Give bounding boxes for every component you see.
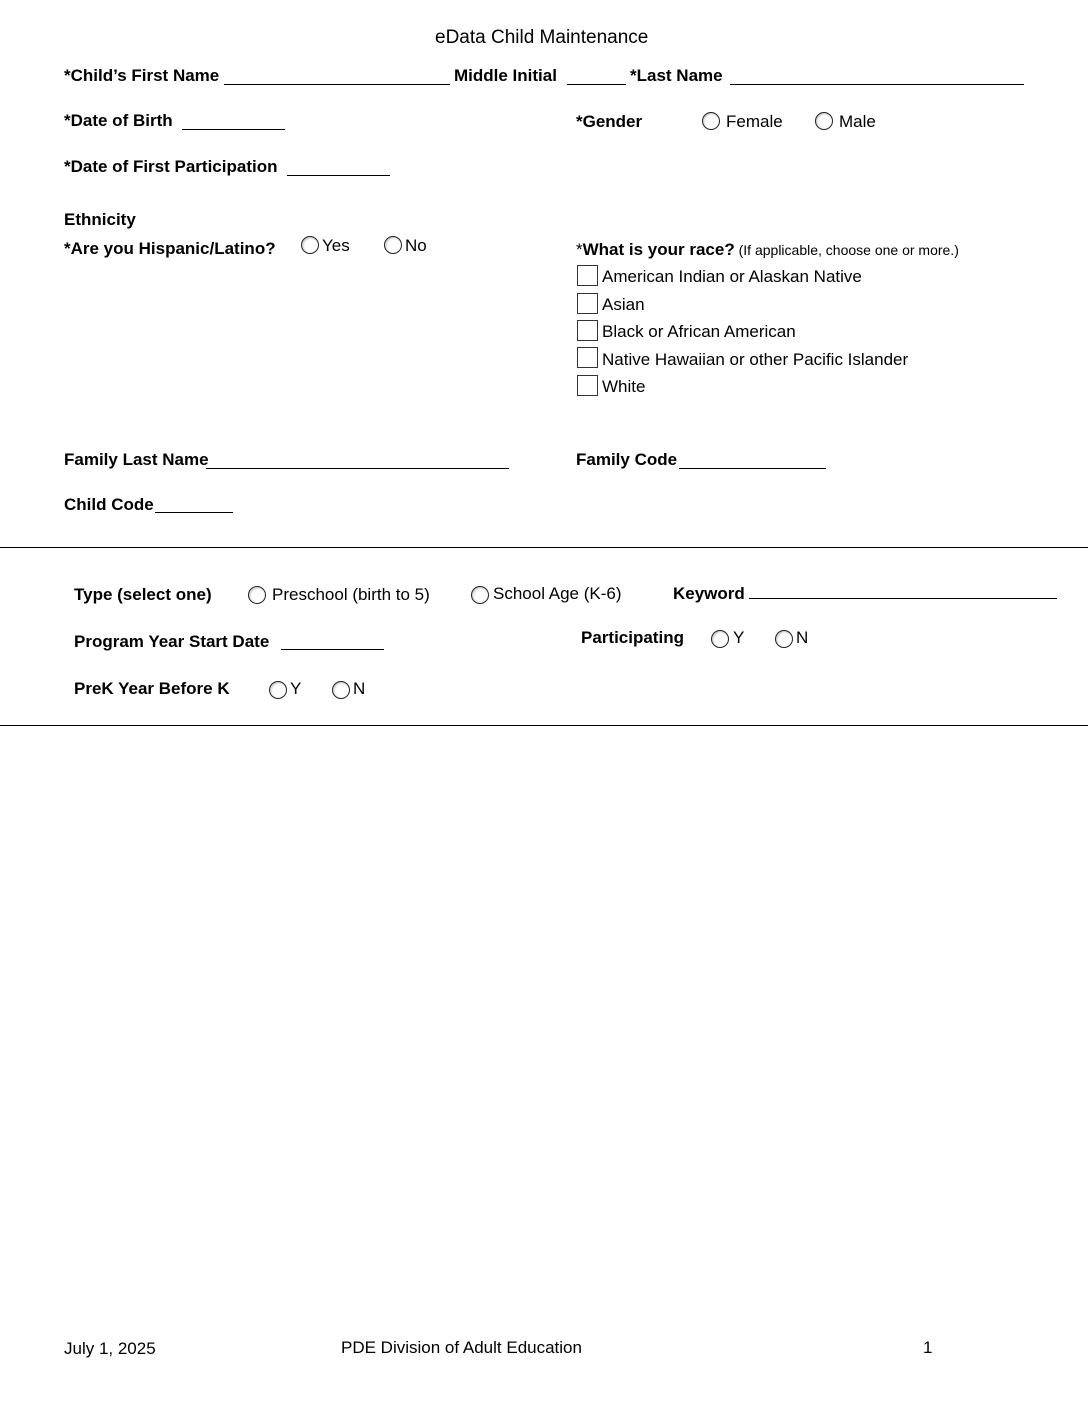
prek-n-radio[interactable] [332, 681, 350, 699]
type-label: Type (select one) [74, 585, 212, 604]
footer-date: July 1, 2025 [64, 1339, 156, 1358]
hispanic-yes-label: Yes [322, 236, 350, 255]
race-option-white: White [602, 377, 646, 396]
race-option-american-indian: American Indian or Alaskan Native [602, 267, 862, 286]
page-title: eData Child Maintenance [435, 27, 649, 48]
footer-page-number: 1 [923, 1338, 933, 1357]
first-participation-field[interactable] [287, 175, 390, 176]
hispanic-yes-radio[interactable] [301, 236, 319, 254]
hispanic-no-label: No [405, 236, 427, 255]
family-code-field[interactable] [679, 468, 826, 469]
keyword-label: Keyword [673, 584, 745, 603]
type-preschool-radio[interactable] [248, 586, 266, 604]
race-question-prefix: * [576, 240, 583, 259]
race-note: (If applicable, choose one or more.) [734, 242, 959, 258]
race-option-asian: Asian [602, 295, 645, 314]
dob-field[interactable] [182, 129, 285, 130]
last-name-field[interactable] [730, 84, 1024, 85]
race-checkbox-black[interactable] [577, 320, 598, 341]
prek-y-label: Y [290, 679, 302, 698]
family-code-label: Family Code [576, 450, 678, 469]
section-divider-bottom [0, 725, 1088, 726]
race-checkbox-white[interactable] [577, 375, 598, 396]
family-last-name-field[interactable] [206, 468, 509, 469]
middle-initial-label: Middle Initial [454, 66, 557, 85]
type-preschool-label: Preschool (birth to 5) [272, 585, 430, 604]
gender-male-radio[interactable] [815, 112, 833, 130]
gender-male-label: Male [839, 112, 876, 131]
footer-organization: PDE Division of Adult Education [341, 1338, 582, 1357]
prek-y-radio[interactable] [269, 681, 287, 699]
family-last-name-label: Family Last Name [64, 450, 209, 469]
race-question: What is your race? [582, 240, 735, 259]
ethnicity-heading: Ethnicity [64, 210, 136, 229]
child-code-field[interactable] [155, 512, 233, 513]
dob-label: *Date of Birth [64, 111, 173, 130]
program-start-date-label: Program Year Start Date [74, 632, 270, 651]
first-name-field[interactable] [224, 84, 450, 85]
first-participation-label: *Date of First Participation [64, 157, 278, 176]
race-option-native-hawaiian: Native Hawaiian or other Pacific Islander [602, 350, 909, 369]
gender-label: *Gender [576, 112, 643, 131]
participating-y-label: Y [733, 628, 745, 647]
prek-n-label: N [353, 679, 366, 698]
keyword-field[interactable] [749, 598, 1057, 599]
child-code-label: Child Code [64, 495, 154, 514]
type-school-age-radio[interactable] [471, 586, 489, 604]
type-school-age-label: School Age (K-6) [493, 584, 622, 603]
race-checkbox-native-hawaiian[interactable] [577, 347, 598, 368]
participating-y-radio[interactable] [711, 630, 729, 648]
gender-female-label: Female [726, 112, 783, 131]
last-name-label: *Last Name [630, 66, 723, 85]
race-question-line [576, 240, 959, 260]
participating-n-label: N [796, 628, 809, 647]
hispanic-no-radio[interactable] [384, 236, 402, 254]
section-divider-top [0, 547, 1088, 548]
gender-female-radio[interactable] [702, 112, 720, 130]
race-checkbox-asian[interactable] [577, 293, 598, 314]
hispanic-question: *Are you Hispanic/Latino? [64, 239, 276, 258]
race-checkbox-american-indian[interactable] [577, 265, 598, 286]
prek-label: PreK Year Before K [74, 679, 230, 698]
race-option-black: Black or African American [602, 322, 796, 341]
participating-n-radio[interactable] [775, 630, 793, 648]
program-start-date-field[interactable] [281, 649, 384, 650]
first-name-label: *Child’s First Name [64, 66, 220, 85]
middle-initial-field[interactable] [567, 84, 626, 85]
participating-label: Participating [581, 628, 684, 647]
